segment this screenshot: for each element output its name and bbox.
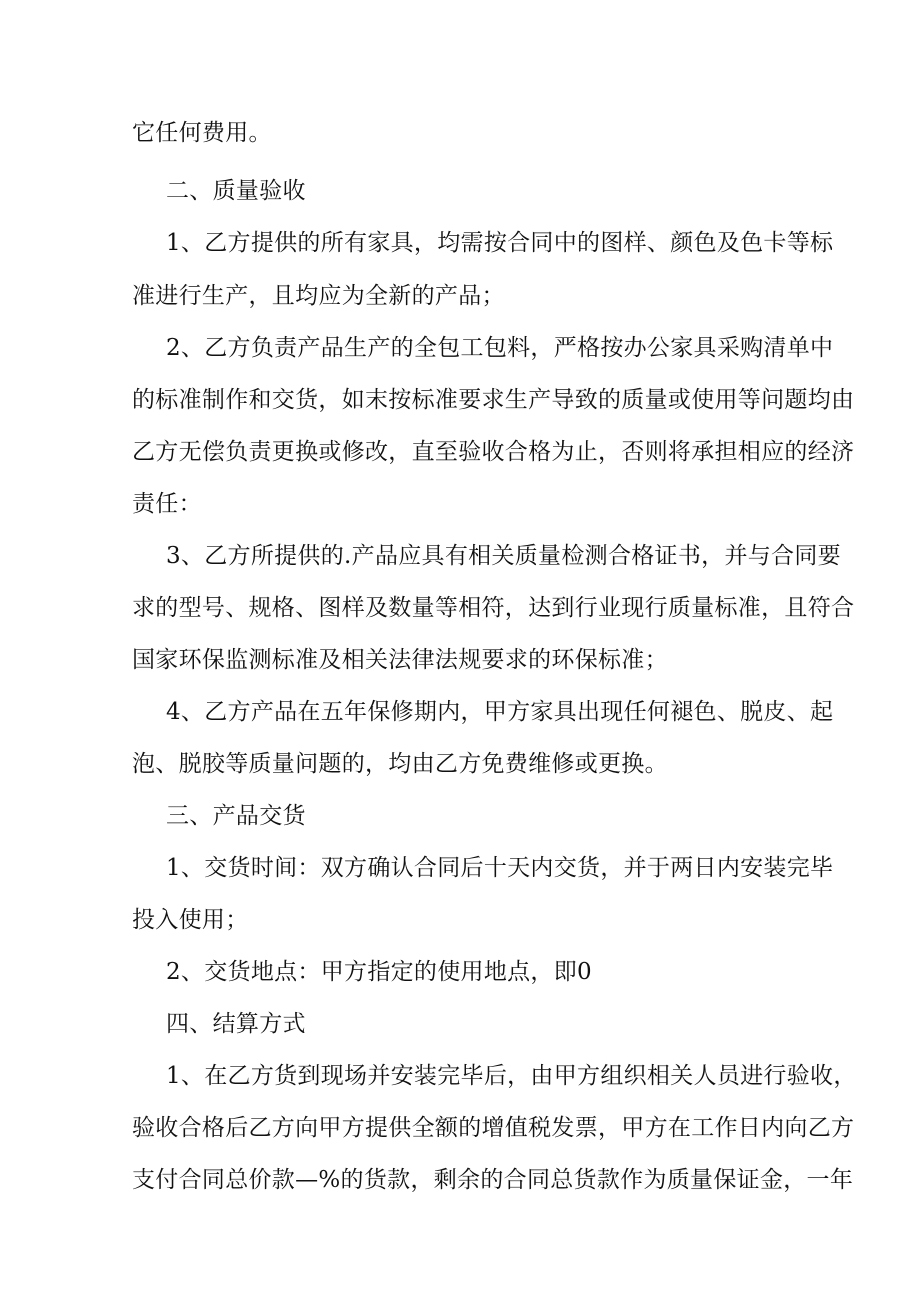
paragraph-line: 验收合格后乙方向甲方提供全额的增值税发票，甲方在工作日内向乙方 [132, 1115, 855, 1141]
paragraph-line: 1、交货时间：双方确认合同后十天内交货，并于两日内安装完毕 [166, 855, 834, 881]
paragraph-line: 乙方无偿负责更换或修改，直至验收合格为止，否则将承担相应的经济 [132, 439, 855, 465]
section-heading-quality: 二、质量验收 [166, 178, 306, 204]
paragraph-line: 3、乙方所提供的.产品应具有相关质量检测合格证书，并与合同要 [166, 543, 841, 569]
paragraph-line: 它任何费用。 [132, 120, 272, 146]
paragraph-line: 2、交货地点：甲方指定的使用地点，即0 [166, 959, 592, 985]
paragraph-line: 支付合同总价款—%的货款，剩余的合同总货款作为质量保证金，一年 [132, 1167, 854, 1193]
paragraph-line: 泡、脱胶等质量问题的，均由乙方免费维修或更换。 [132, 751, 668, 777]
paragraph-line: 1、在乙方货到现场并安装完毕后，由甲方组织相关人员进行验收， [166, 1063, 857, 1089]
paragraph-line: 求的型号、规格、图样及数量等相符，达到行业现行质量标准，且符合 [132, 595, 855, 621]
paragraph-line: 的标准制作和交货，如末按标准要求生产导致的质量或使用等问题均由 [132, 387, 855, 413]
paragraph-line: 国家环保监测标准及相关法律法规要求的环保标准； [132, 647, 668, 673]
paragraph-line: 2、乙方负责产品生产的全包工包料，严格按办公家具采购清单中 [166, 335, 834, 361]
paragraph-line: 准进行生产，且均应为全新的产品； [132, 283, 505, 309]
paragraph-line: 1、乙方提供的所有家具，均需按合同中的图样、颜色及色卡等标 [166, 230, 834, 256]
paragraph-line: 4、乙方产品在五年保修期内，甲方家具出现任何褪色、脱皮、起 [166, 699, 834, 725]
paragraph-line: 责任： [132, 491, 202, 517]
section-heading-delivery: 三、产品交货 [166, 803, 306, 829]
paragraph-line: 投入使用； [132, 907, 249, 933]
section-heading-settlement: 四、结算方式 [166, 1011, 306, 1037]
